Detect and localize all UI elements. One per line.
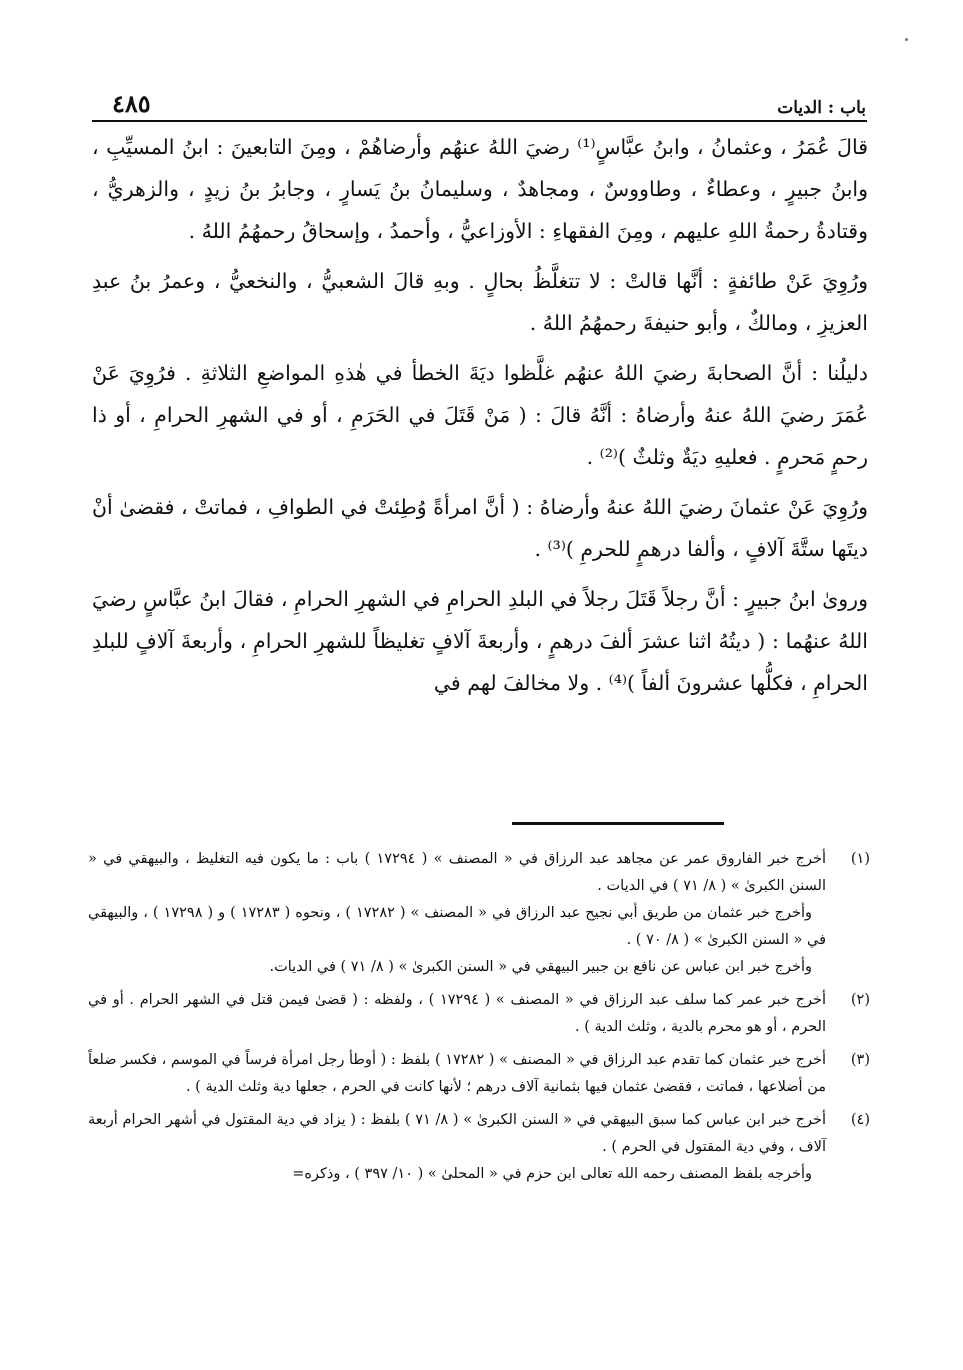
footnote	[88, 1107, 870, 1188]
footnote-text: أخرج خبر الفاروق عمر عن مجاهد عبد الرزاق في « المصنف » ( ١٧٢٩٤ ) باب : ما يكون فيه التغليظ ، والبيهقي في « السنن الكبرىٰ » ( ٨/ ٧١ ) في الديات .	[88, 851, 826, 894]
footnote-body	[88, 1047, 826, 1101]
paragraph: ورُوِيَ عَنْ عثمانَ رضيَ اللهُ عنهُ وأرضاهُ : ( أنَّ امرأةً وُطِئتْ في الطوافِ ، فماتتْ ، فقضىٰ أنْ ديتَها ستَّةَ آلافٍ ، وألفا درهمٍ للحرمِ )⁽³⁾ .	[92, 495, 868, 561]
footnote-number: (٣)	[850, 1052, 870, 1068]
paragraph: وروىٰ ابنُ جبيرٍ : أنَّ رجلاً قَتَلَ رجلاً في البلدِ الحرامِ في الشهرِ الحرامِ ، فقالَ ابنُ عبَّاسٍ رضيَ اللهُ عنهُما : ( ديتُهُ اثنا عشرَ ألفَ درهمٍ ، وأربعةَ آلافٍ تغليظاً للشهرِ الحرامِ ، وأربعةَ آلافٍ للبلدِ الحرامِ ، فكلُّها عشرونَ ألفاً )⁽⁴⁾ . ولا مخالفَ لهم في	[92, 587, 868, 695]
paragraph: قالَ عُمَرُ ، وعثمانُ ، وابنُ عبَّاسٍ⁽¹⁾ رضيَ اللهُ عنهُم وأرضاهُمْ ، ومِنَ التابعينَ : ابنُ المسيِّبِ ، وابنُ جبيرٍ ، وعطاءٌ ، وطاووسٌ ، ومجاهدٌ ، وسليمانُ بنُ يَسارٍ ، وجابرُ بنُ زيدٍ ، والزهريُّ ، وقتادةُ رحمةُ اللهِ عليهم ، ومِنَ الفقهاءِ : الأوزاعيُّ ، وأحمدُ ، وإسحاقُ رحمهُمُ اللهُ .	[92, 135, 868, 243]
page-number: ٤٨٥	[112, 89, 151, 118]
footnote-text: أخرج خبر ابن عباس كما سبق البيهقي في « السنن الكبرىٰ » ( ٨/ ٧١ ) بلفظ : ( يزاد في دية المقتول في أشهر الحرام أربعة آلاف ، وفي دية المقتول في الحرم ) .	[88, 1112, 827, 1155]
footnote-text: أخرج خبر عمر كما سلف عبد الرزاق في « المصنف » ( ١٧٢٩٤ ) ، ولفظه : ( قضىٰ فيمن قتل في الشهر الحرام . أو في الحرم ، أو هو محرم بالدية ، وثلث الدية ) .	[88, 992, 826, 1035]
footnote-body	[88, 1107, 826, 1188]
chapter-title: باب : الديات	[777, 98, 866, 118]
footnote	[88, 987, 870, 1041]
paragraph: ورُوِيَ عَنْ طائفةٍ : أنَّها قالتْ : لا تتغلَّظُ بحالٍ . وبهِ قالَ الشعبيُّ ، والنخعيُّ ، وعمرُ بنُ عبدِ العزيزِ ، ومالكٌ ، وأبو حنيفةَ رحمهُمُ اللهُ .	[92, 269, 868, 335]
footnote	[88, 846, 870, 981]
scan-dot	[905, 38, 908, 41]
footnote-text: أخرج خبر عثمان كما تقدم عبد الرزاق في « المصنف » ( ١٧٢٨٢ ) بلفظ : ( أوطأ رجل امرأة فرساً في الموسم ، فكسر ضلعاً من أضلاعها ، فماتت ، فقضىٰ عثمان فيها بثمانية آلاف درهم ؛ لأنها كانت في الحرم ، جعلها دية وثلث الدية ) .	[88, 1052, 826, 1095]
paragraph: دليلُنا : أنَّ الصحابةَ رضيَ اللهُ عنهُم غلَّظوا ديَةَ الخطأ في هٰذهِ المواضعِ الثلاثةِ . فرُوِيَ عَنْ عُمَرَ رضيَ اللهُ عنهُ وأرضاهُ : أنَّهُ قالَ : ( مَنْ قَتَلَ في الحَرَمِ ، أو في الشهرِ الحرامِ ، أو ذا رحمٍ مَحرمٍ . فعليهِ ديَةٌ وثلثٌ )⁽²⁾ .	[92, 361, 868, 469]
page-header	[112, 82, 866, 118]
footnote-body	[88, 987, 826, 1041]
footnotes	[88, 846, 870, 1194]
footnote-separator	[512, 822, 724, 825]
header-rule	[92, 120, 867, 122]
footnote-number: (٤)	[850, 1112, 870, 1128]
footnote-number: (٢)	[850, 992, 870, 1008]
footnote-text: وأخرج خبر عثمان من طريق أبي نجيح عبد الرزاق في « المصنف » ( ١٧٢٨٢ ) ، ونحوه ( ١٧٢٨٣ ) و ( ١٧٢٩٨ ) ، والبيهقي في « السنن الكبرىٰ » ( ٨/ ٧٠ ) .	[88, 905, 826, 948]
main-text	[92, 126, 868, 704]
footnote-text: وأخرجه بلفظ المصنف رحمه الله تعالى ابن حزم في « المحلىٰ » ( ١٠/ ٣٩٧ ) ، وذكره=	[292, 1166, 812, 1182]
footnote	[88, 1047, 870, 1101]
footnote-number: (١)	[850, 851, 870, 867]
footnote-body	[88, 846, 826, 981]
footnote-text: وأخرج خبر ابن عباس عن نافع بن جبير البيهقي في « السنن الكبرىٰ » ( ٨/ ٧١ ) في الديات.	[269, 959, 812, 975]
